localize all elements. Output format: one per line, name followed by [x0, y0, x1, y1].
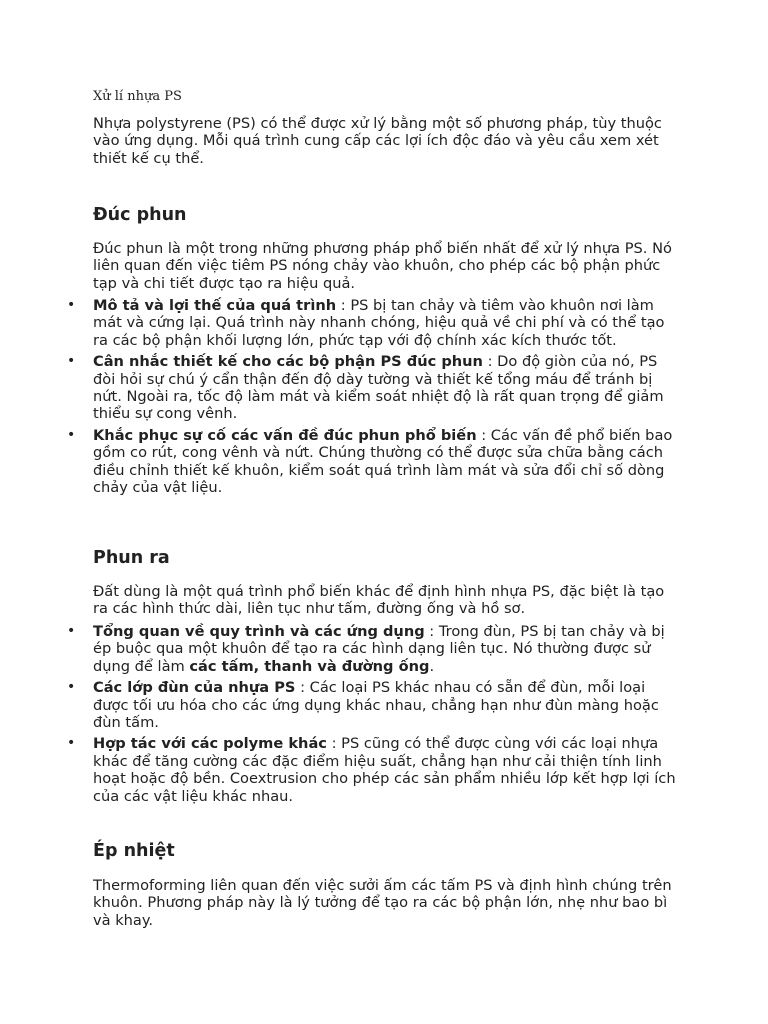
bullet-bold-label: Khắc phục sự cố các vấn đề đúc phun phổ biến — [93, 426, 477, 444]
bullet-bold-inline: các tấm, thanh và đường ống — [189, 657, 430, 675]
list-item — [93, 297, 683, 349]
bullet-bold-label: Cân nhắc thiết kế cho các bộ phận PS đúc phun — [93, 353, 483, 371]
section-heading-extrusion: Phun ra — [93, 548, 170, 568]
list-item — [93, 623, 683, 675]
bullet-bold-label: Các lớp đùn của nhựa PS — [93, 679, 296, 697]
document-title: Xử lí nhựa PS — [93, 89, 182, 104]
bullet-text: : Các vấn đề phổ biến bao gồm co rút, cong vênh và nứt. Chúng thường có thể được sửa chữa bằng cách điều chỉnh thiết kế khuôn, kiểm soát quá trình làm mát và sửa đổi chỉ số dòng chảy của vật liệu. — [93, 426, 673, 497]
bullet-list-injection-molding — [93, 297, 683, 496]
section-intro-extrusion: Đất dùng là một quá trình phổ biến khác để định hình nhựa PS, đặc biệt là tạo ra các hình thức dài, liên tục như tấm, đường ống và hồ sơ. — [93, 583, 665, 618]
bullet-text: : Các loại PS khác nhau có sẵn để đùn, mỗi loại được tối ưu hóa cho các ứng dụng khác nhau, chẳng hạn như đùn màng hoặc đùn tấm. — [93, 679, 659, 732]
list-item — [93, 427, 683, 497]
list-item — [93, 735, 683, 805]
bullet-text: : Trong đùn, PS bị tan chảy và bị ép buộc qua một khuôn để tạo ra các hình dạng liên tục. Nó thường được sử dụng để làm — [93, 623, 665, 675]
bullet-text: : Do độ giòn của nó, PS đòi hỏi sự chú ý cẩn thận đến độ dày tường và thiết kế tổng máu để tránh bị nứt. Ngoài ra, tốc độ làm mát và kiểm soát nhiệt độ là rất quan trọng để giảm thiểu sự cong vênh. — [93, 353, 664, 423]
section-heading-thermoforming: Ép nhiệt — [93, 841, 175, 861]
section-intro-thermoforming: Thermoforming liên quan đến việc sưởi ấm các tấm PS và định hình chúng trên khuôn. Phương pháp này là lý tưởng để tạo ra các bộ phận lớn, nhẹ như bao bì và khay. — [93, 877, 672, 929]
intro-paragraph: Nhựa polystyrene (PS) có thể được xử lý bằng một số phương pháp, tùy thuộc vào ứng dụng. Mỗi quá trình cung cấp các lợi ích độc đáo và yêu cầu xem xét thiết kế cụ thể. — [93, 115, 662, 167]
bullet-bold-label: Tổng quan về quy trình và các ứng dụng — [93, 623, 425, 640]
list-item — [93, 353, 683, 423]
bullet-bold-label: Hợp tác với các polyme khác — [93, 735, 327, 753]
bullet-list-extrusion — [93, 623, 683, 805]
bullet-text: : PS bị tan chảy và tiêm vào khuôn nơi làm mát và cứng lại. Quá trình này nhanh chóng, hiệu quả về chi phí và có thể tạo ra các bộ phận khối lượng lớn, phức tạp với độ chính xác kích thước tốt. — [93, 297, 665, 349]
section-heading-injection-molding: Đúc phun — [93, 205, 187, 225]
section-intro-injection-molding: Đúc phun là một trong những phương pháp phổ biến nhất để xử lý nhựa PS. Nó liên quan đến việc tiêm PS nóng chảy vào khuôn, cho phép các bộ phận phức tạp và chi tiết được tạo ra hiệu quả. — [93, 240, 672, 292]
bullet-text-end: . — [429, 657, 435, 675]
list-item — [93, 679, 683, 731]
bullet-bold-label: Mô tả và lợi thế của quá trình — [93, 297, 337, 314]
bullet-text: : PS cũng có thể được cùng với các loại nhựa khác để tăng cường các đặc điểm hiệu suất, chẳng hạn như cải thiện tính linh hoạt hoặc độ bền. Coextrusion cho phép các sản phẩm nhiều lớp kết hợp lợi ích của các vật liệu khác nhau. — [93, 735, 676, 805]
